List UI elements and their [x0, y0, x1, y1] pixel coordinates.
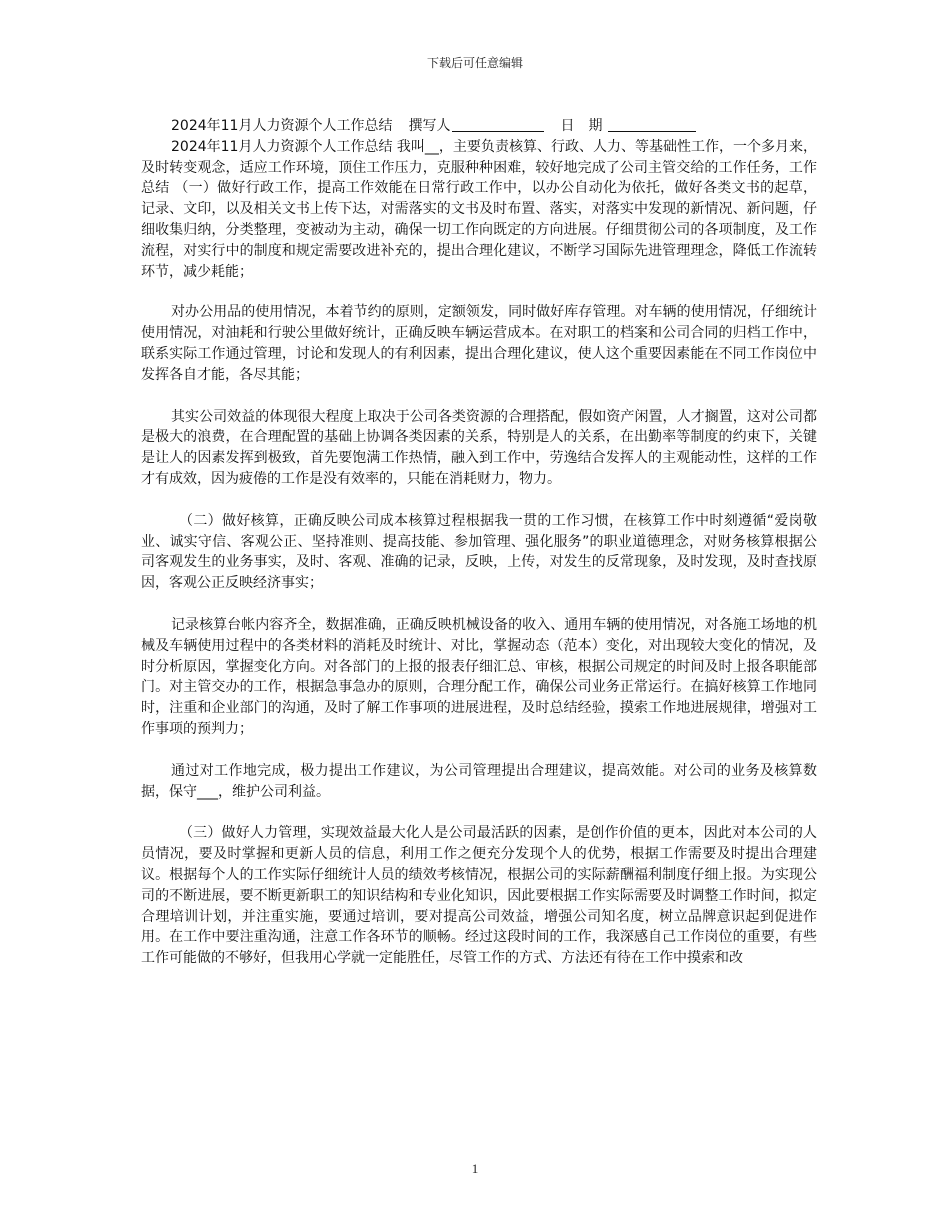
author-blank [452, 117, 544, 132]
document-title-line [141, 116, 817, 137]
paragraph-office-supplies: 对办公用品的使用情况，本着节约的原则，定额领发，同时做好库存管理。对车辆的使用情况，仔细统计使用情况，对油耗和行驶公里做好统计，正确反映车辆运营成本。在对职工的档案和公司合同的归档工作中，联系实际工作通过管理，讨论和发现人的有利因素，提出合理化建议，使人这个重要因素能在不同工作岗位中发挥各自才能，各尽其能； [141, 304, 817, 383]
author-label: 撰写人 [408, 118, 451, 134]
paragraph-accounting: （二）做好核算，正确反映公司成本核算过程根据我一贯的工作习惯，在核算工作中时刻遵循“爱岗敬业、诚实守信、客观公正、坚持准则、提高技能、参加管理、强化服务”的职业道德理念，对财务核算根据公司客观发生的业务事实，及时、客观、准确的记录，反映，上传，对发生的反常现象，及时发现，及时查找原因，客观公正反映经济事实； [141, 512, 817, 592]
paragraph-suggestions: 通过对工作地完成，极力提出工作建议，为公司管理提出合理建议，提高效能。对公司的业务及核算数据，保守___，维护公司利益。 [141, 762, 817, 800]
paragraph-resource-allocation: 其实公司效益的体现很大程度上取决于公司各类资源的合理搭配，假如资产闲置，人才搁置，这对公司都是极大的浪费，在合理配置的基础上协调各类因素的关系，特别是人的关系，在出勤率等制度的约束下，关键是让人的因素发挥到极致，首先要饱满工作热情，融入到工作中，劳逸结合发挥人的主观能动性，这样的工作才有成效，因为疲倦的工作是没有效率的，只能在消耗财力，物力。 [141, 408, 817, 487]
paragraph-intro: 2024年11月人力资源个人工作总结 我叫__，主要负责核算、行政、人力、等基础性工作，一个多月来，及时转变观念，适应工作环境，顶住工作压力，克服种种困难，较好地完成了公司主管交给的工作任务，工作总结 （一）做好行政工作，提高工作效能在日常行政工作中，以办公自动化为依托，做好各类文书的起草，记录、文印，以及相关文书上传下达，对需落实的文书及时布置、落实，对落实中发现的新情况、新问题，仔细收集归纳，分类整理，变被动为主动，确保一切工作向既定的方向进展。仔细贯彻公司的各项制度，及工作流程，对实行中的制度和规定需要改进补充的，提出合理化建议，不断学习国际先进管理理念，降低工作流转环节，减少耗能； [141, 138, 817, 280]
page-number: 1 [471, 1161, 479, 1176]
page-header-note: 下载后可任意编辑 [426, 56, 523, 70]
document-title: 2024年11月人力资源个人工作总结 [171, 118, 393, 134]
paragraph-hr-management: （三）做好人力管理，实现效益最大化人是公司最活跃的因素，是创作价值的更本，因此对本公司的人员情况，要及时掌握和更新人员的信息，利用工作之便充分发现个人的优势，根据工作需要及时提出合理建议。根据每个人的工作实际仔细统计人员的绩效考核情况，根据公司的实际薪酬福利制度仔细上报。为实现公司的不断进展，要不断更新职工的知识结构和专业化知识，因此要根据工作实际需要及时调整工作时间，拟定合理培训计划，并注重实施，要通过培训，要对提高公司效益，增强公司知名度，树立品牌意识起到促进作用。在工作中要注重沟通，注意工作各环节的顺畅。经过这段时间的工作，我深感自己工作岗位的重要，有些工作可能做的不够好，但我用心学就一定能胜任，尽管工作的方式、方法还有待在工作中摸索和改 [141, 825, 817, 967]
date-blank [608, 117, 696, 132]
document-body [141, 116, 817, 990]
date-label: 日 期 [560, 118, 603, 134]
paragraph-records: 记录核算台帐内容齐全，数据准确，正确反映机械设备的收入、通用车辆的使用情况，对各施工场地的机械及车辆使用过程中的各类材料的消耗及时统计、对比，掌握动态（范本）变化，对出现较大变化的情况，及时分析原因，掌握变化方向。对各部门的上报的报表仔细汇总、审核，根据公司规定的时间及时上报各职能部门。对主管交办的工作，根据急事急办的原则，合理分配工作，确保公司业务正常运行。在搞好核算工作地同时，注重和企业部门的沟通，及时了解工作事项的进展进程，及时总结经验，摸索工作地进展规律，增强对工作事项的预判力； [141, 616, 817, 737]
